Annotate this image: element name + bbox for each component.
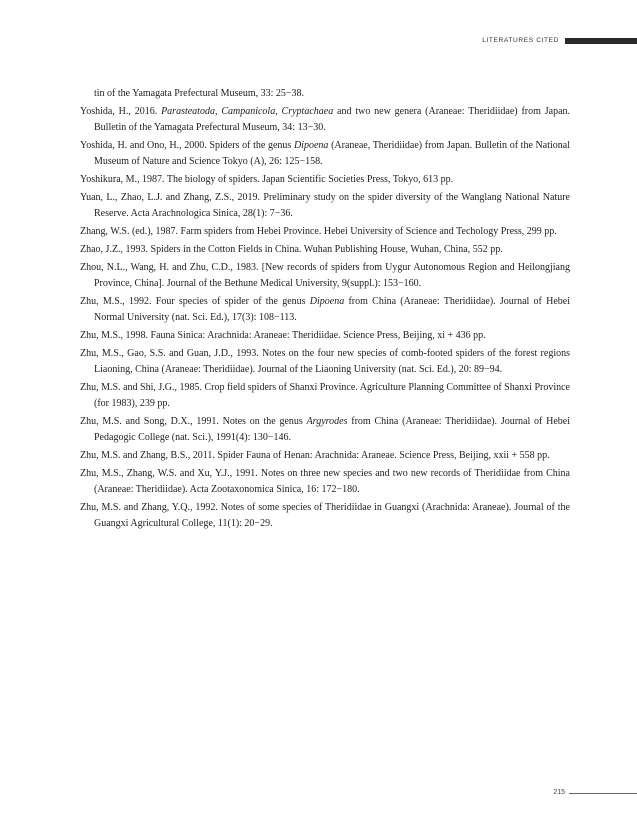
reference-text: Zhu, M.S., 1992. Four species of spider of the genus [80, 296, 310, 307]
reference-text: (Araneae, Theridiidae) from Japan. Bulletin of the National Museum of Nature and Science Tokyo (A), 26: 125−158. [94, 140, 570, 167]
reference-text: Zhu, M.S., Gao, S.S. and Guan, J.D., 1993. Notes on the four new species of comb-footed spiders of the forest regions Liaoning, China (Araneae: Theridiidae). Journal of the Liaoning University (nat. Sci. Ed.), 20: 89−94. [80, 348, 570, 375]
reference-entry [80, 104, 570, 136]
reference-entry [80, 172, 570, 188]
running-header [377, 37, 637, 47]
page-number: 215 [553, 789, 565, 796]
reference-text: Yuan, L., Zhao, L.J. and Zhang, Z.S., 2019. Preliminary study on the spider diversity of the Wanglang National Nature Reserve. Acta Arachnologica Sinica, 28(1): 7−36. [80, 192, 570, 219]
reference-text: Zhu, M.S. and Song, D.X., 1991. Notes on the genus [80, 416, 307, 427]
reference-text: from China (Araneae: Theridiidae). Journal of Hebei Normal University (nat. Sci. Ed.), 17(3): 108−113. [94, 296, 570, 323]
reference-italic-text: Dipoena [293, 140, 329, 151]
reference-text: Zhou, N.L., Wang, H. and Zhu, C.D., 1983. [New records of spiders from Uygur Autonomous Region and Heilongjiang Province, China]. Journal of the Bethune Medical University, 9(suppl.): 153−160. [80, 262, 570, 289]
reference-italic-text: Dipoena [309, 296, 345, 307]
reference-entry [80, 328, 570, 344]
reference-text: Yoshida, H. and Ono, H., 2000. Spiders of the genus [80, 140, 294, 151]
reference-entry [80, 414, 570, 446]
reference-entry [80, 242, 570, 258]
reference-text: , [214, 106, 222, 117]
reference-entry [80, 294, 570, 326]
reference-entry [80, 190, 570, 222]
reference-entry [80, 138, 570, 170]
reference-italic-text: Parasteatoda [161, 106, 215, 117]
reference-text: Zhu, M.S. and Shi, J.G., 1985. Crop field spiders of Shanxi Province. Agriculture Planning Committee of Shanxi Province (for 1983), 239 pp. [80, 382, 570, 409]
page-footer [517, 789, 637, 799]
reference-text: , [275, 106, 282, 117]
header-bar [565, 38, 637, 44]
reference-text: Zhu, M.S. and Zhang, Y.Q., 1992. Notes of some species of Theridiidae in Guangxi (Arachnida: Araneae). Journal of the Guangxi Agricultural College, 11(1): 20−29. [80, 502, 570, 529]
running-title: LITERATURES CITED [482, 37, 559, 44]
reference-list [80, 86, 570, 534]
reference-entry [80, 224, 570, 240]
reference-italic-text: Cryptachaea [281, 106, 334, 117]
reference-italic-text: Campanicola [221, 106, 276, 117]
reference-entry [80, 448, 570, 464]
reference-text: Yoshida, H., 2016. [80, 106, 162, 117]
reference-entry [80, 380, 570, 412]
reference-text: Zhu, M.S., Zhang, W.S. and Xu, Y.J., 1991. Notes on three new species and two new records of Theridiidae from China (Araneae: Theridiidae). Acta Zootaxonomica Sinica, 16: 172−180. [80, 468, 570, 495]
reference-text: Zhao, J.Z., 1993. Spiders in the Cotton Fields in China. Wuhan Publishing House, Wuhan, China, 552 pp. [80, 244, 503, 255]
reference-entry [80, 86, 570, 102]
reference-entry [80, 260, 570, 292]
reference-text: Zhang, W.S. (ed.), 1987. Farm spiders from Hebei Province. Hebei University of Science and Techology Press, 299 pp. [80, 226, 557, 237]
reference-entry [80, 500, 570, 532]
reference-entry [80, 346, 570, 378]
reference-italic-text: Argyrodes [306, 416, 348, 427]
reference-text: Zhu, M.S. and Zhang, B.S., 2011. Spider Fauna of Henan: Arachnida: Araneae. Science Press, Beijing, xxii + 558 pp. [80, 450, 550, 461]
reference-entry [80, 466, 570, 498]
reference-text: Yoshikura, M., 1987. The biology of spiders. Japan Scientific Societies Press, Tokyo, 613 pp. [80, 174, 454, 185]
reference-text: and two new genera (Araneae: Theridiidae) from Japan. Bulletin of the Yamagata Prefectural Museum, 34: 13−30. [94, 106, 571, 133]
footer-rule [569, 793, 637, 794]
reference-text: from China (Araneae: Theridiidae). Journal of Hebei Pedagogic College (nat. Sci.), 1991(4): 130−146. [94, 416, 571, 443]
reference-text: tin of the Yamagata Prefectural Museum, 33: 25−38. [94, 88, 305, 99]
reference-text: Zhu, M.S., 1998. Fauna Sinica: Arachnida: Araneae: Theridiidae. Science Press, Beijing, xi + 436 pp. [80, 330, 486, 341]
